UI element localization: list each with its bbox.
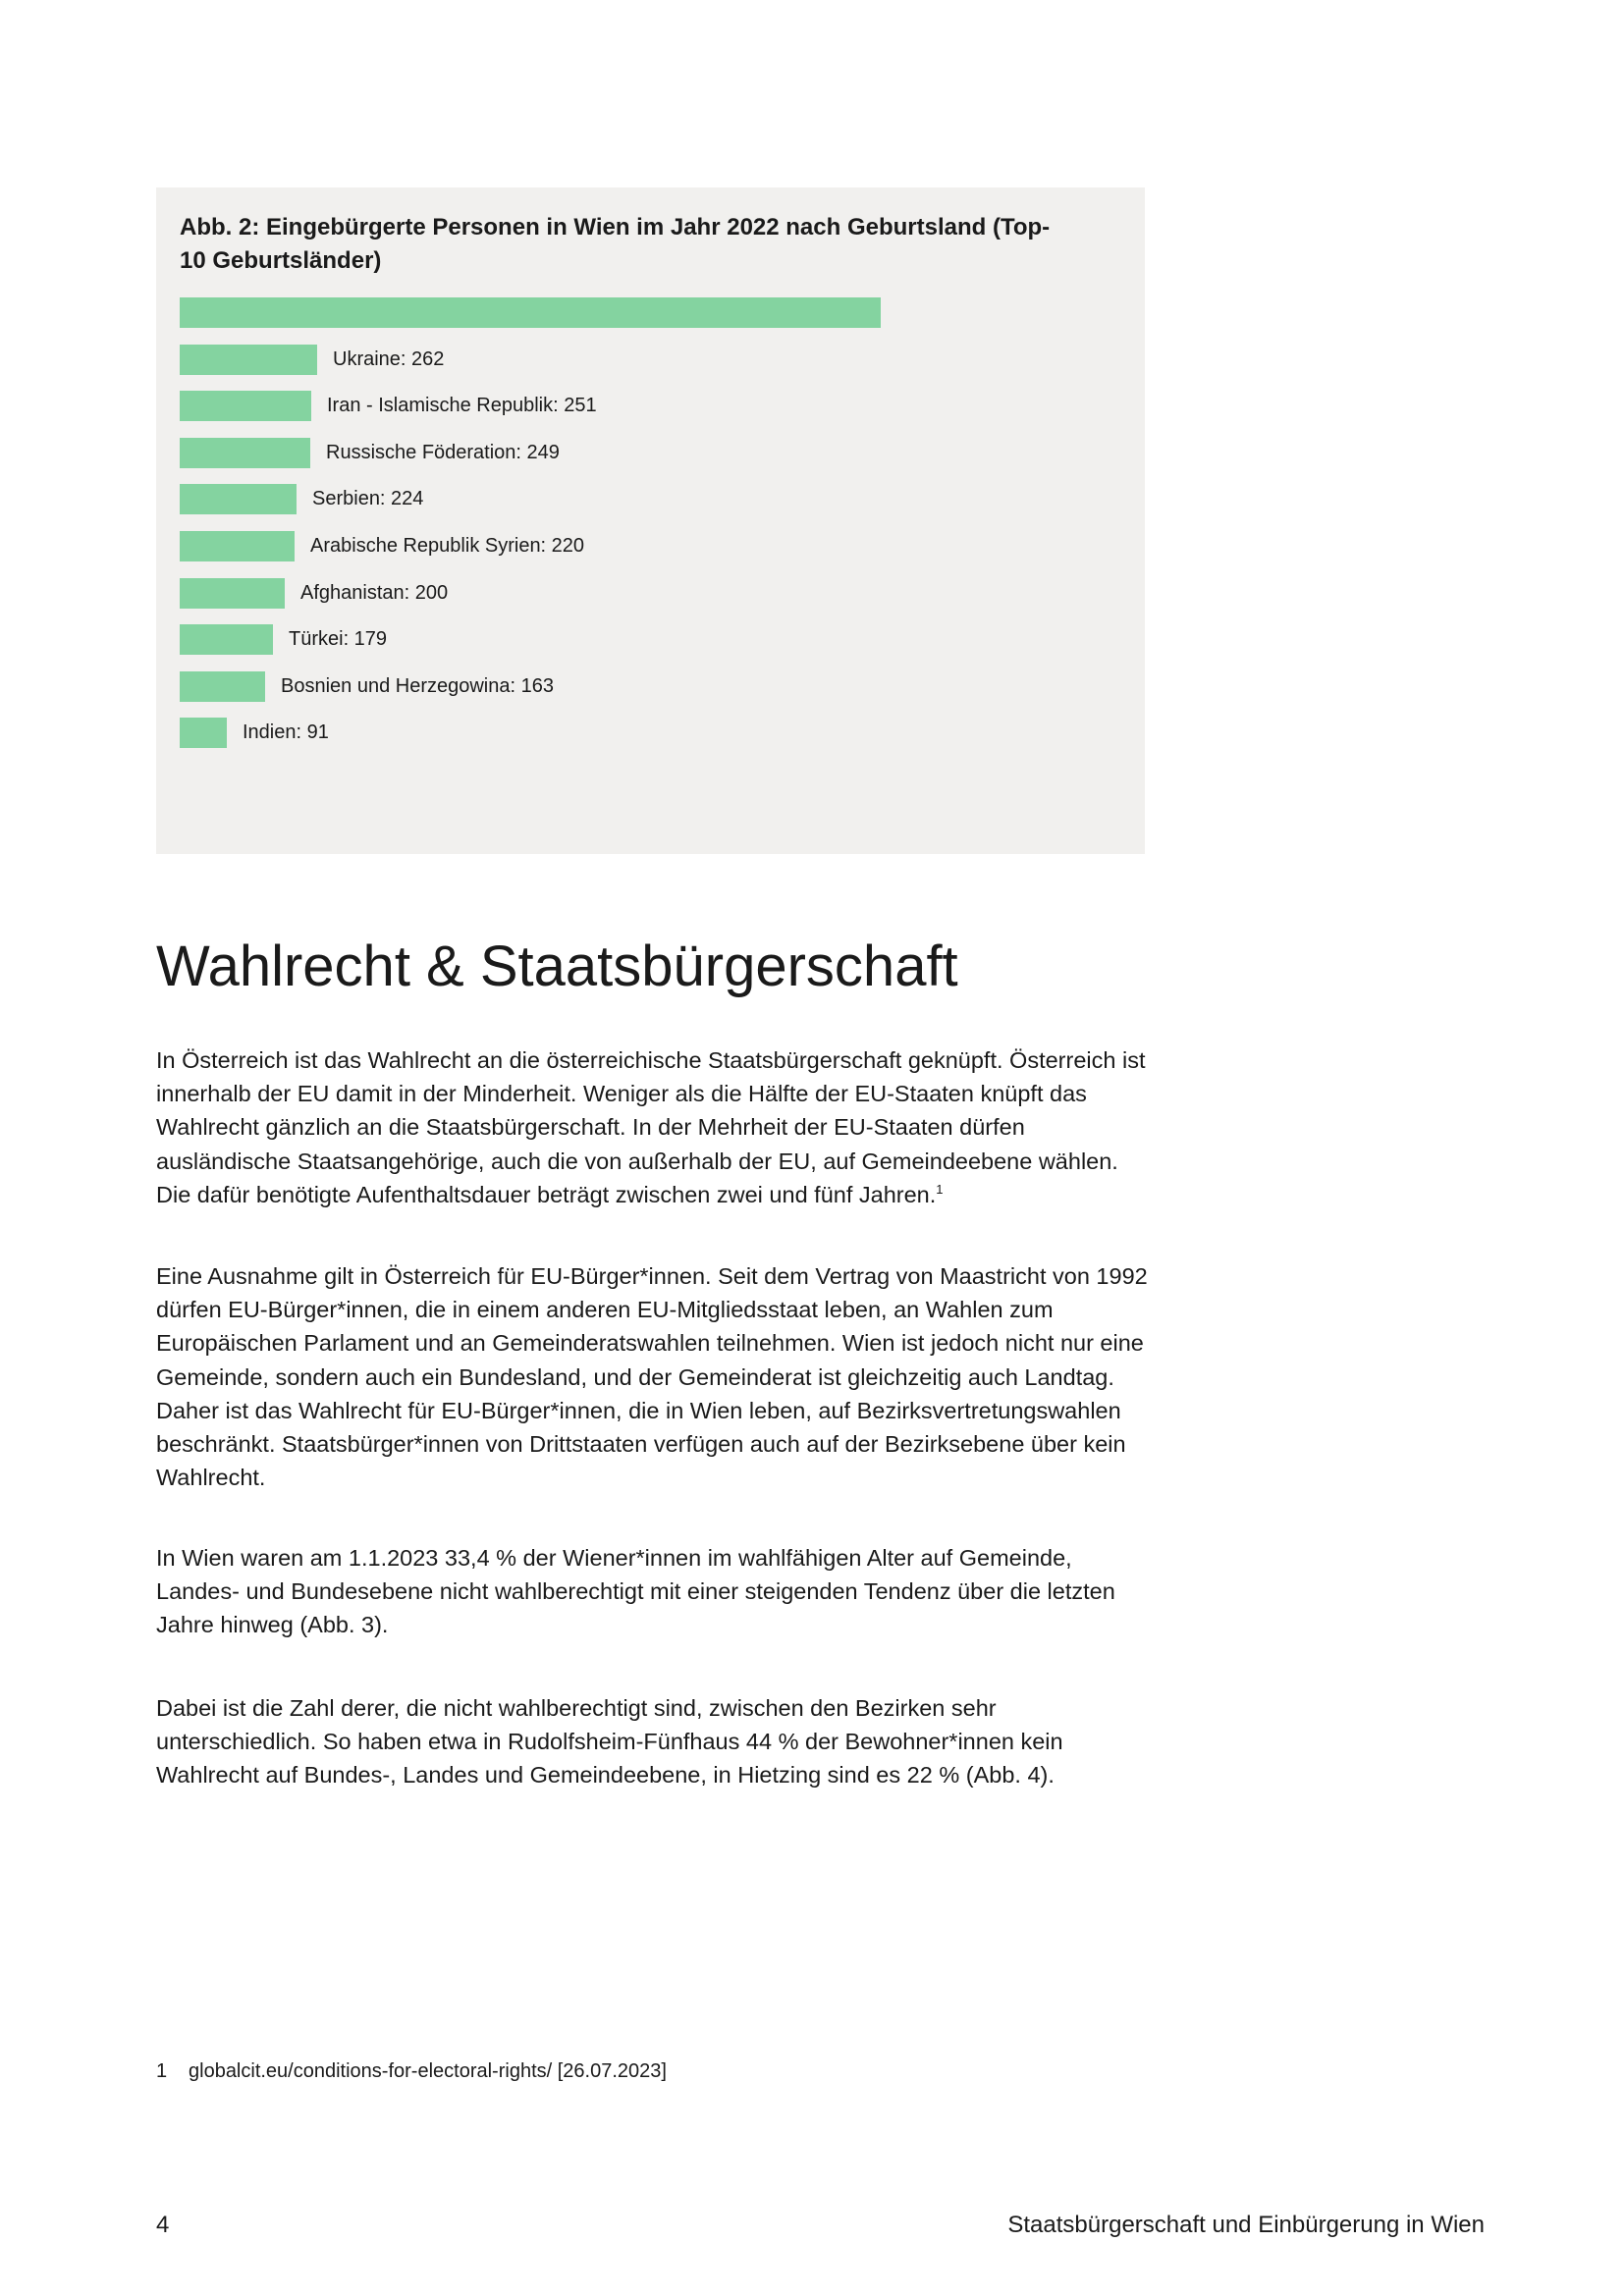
chart-title: Abb. 2: Eingebürgerte Personen in Wien im Jahr 2022 nach Geburtsland (Top-10 Geburtsländer): [180, 214, 1051, 274]
bar-10: [180, 718, 227, 748]
bar-8: [180, 624, 273, 655]
bar-label-3: Iran - Islamische Republik: 251: [327, 395, 597, 416]
chart-figure: [156, 187, 1145, 854]
bar-6: [180, 531, 295, 561]
bar-label-10: Indien: 91: [243, 721, 329, 743]
paragraph-4: Dabei ist die Zahl derer, die nicht wahlberechtigt sind, zwischen den Bezirken sehr unterschiedlich. So haben etwa in Rudolfsheim-Fünfhaus 44 % der Bewohner*innen kein Wahlrecht auf Bundes-, Landes und Gemeindeebene, in Hietzing sind es 22 % (Abb. 4).: [156, 1695, 1063, 1789]
paragraph-1-text: In Österreich ist das Wahlrecht an die österreichische Staatsbürgerschaft geknüpft. Österreich ist innerhalb der EU damit in der Minderheit. Weniger als die Hälfte der EU-Staaten knüpft das Wahlrecht gänzlich an die Staatsbürgerschaft. In der Mehrheit der EU-Staaten dürfen ausländische Staatsangehörige, auch die von außerhalb der EU, auf Gemeindeebene wählen. Die dafür benötigte Aufenthaltsdauer beträgt zwischen zwei und fünf Jahren.: [156, 1047, 1146, 1207]
bar-5: [180, 484, 297, 514]
paragraph-1: [156, 1043, 1148, 1211]
bar-label-7: Afghanistan: 200: [300, 582, 449, 604]
footnote-text: globalcit.eu/conditions-for-electoral-rights/ [26.07.2023]: [189, 2060, 667, 2082]
bar-label-2: Ukraine: 262: [333, 348, 445, 370]
bar-4: [180, 438, 310, 468]
footnote: [156, 2057, 667, 2085]
bar-label-4: Russische Föderation: 249: [326, 442, 560, 463]
footnote-number: 1: [156, 2060, 168, 2082]
bar-label-5: Serbien: 224: [312, 488, 424, 509]
bar-label-8: Türkei: 179: [289, 628, 388, 650]
section-title: Wahlrecht & Staatsbürgerschaft: [156, 934, 958, 998]
bar-chart: [180, 297, 1122, 769]
bar-1: [180, 297, 881, 328]
footnote-reference[interactable]: 1: [936, 1181, 944, 1197]
bar-7: [180, 578, 285, 609]
bar-9: [180, 671, 265, 702]
page-number: 4: [156, 2212, 170, 2238]
footer-title: Staatsbürgerschaft und Einbürgerung in Wien: [1007, 2212, 1485, 2238]
bar-label-6: Arabische Republik Syrien: 220: [310, 535, 585, 557]
paragraph-3: In Wien waren am 1.1.2023 33,4 % der Wiener*innen im wahlfähigen Alter auf Gemeinde, Landes- und Bundesebene nicht wahlberechtigt mit einer steigenden Tendenz über die letzten Jahre hinweg (Abb. 3).: [156, 1545, 1115, 1638]
bar-3: [180, 391, 311, 421]
bar-2: [180, 345, 317, 375]
paragraph-2: Eine Ausnahme gilt in Österreich für EU-Bürger*innen. Seit dem Vertrag von Maastricht von 1992 dürfen EU-Bürger*innen, die in einem anderen EU-Mitgliedsstaat leben, an Wahlen zum Europäischen Parlament und an Gemeinderatswahlen teilnehmen. Wien ist jedoch nicht nur eine Gemeinde, sondern auch ein Bundesland, und der Gemeinderat ist gleichzeitig auch Landtag. Daher ist das Wahlrecht für EU-Bürger*innen, die in Wien leben, auf Bezirksvertretungswahlen beschränkt. Staatsbürger*innen von Drittstaaten verfügen auch auf der Bezirksebene über kein Wahlrecht.: [156, 1263, 1148, 1491]
bar-label-9: Bosnien und Herzegowina: 163: [281, 675, 554, 697]
